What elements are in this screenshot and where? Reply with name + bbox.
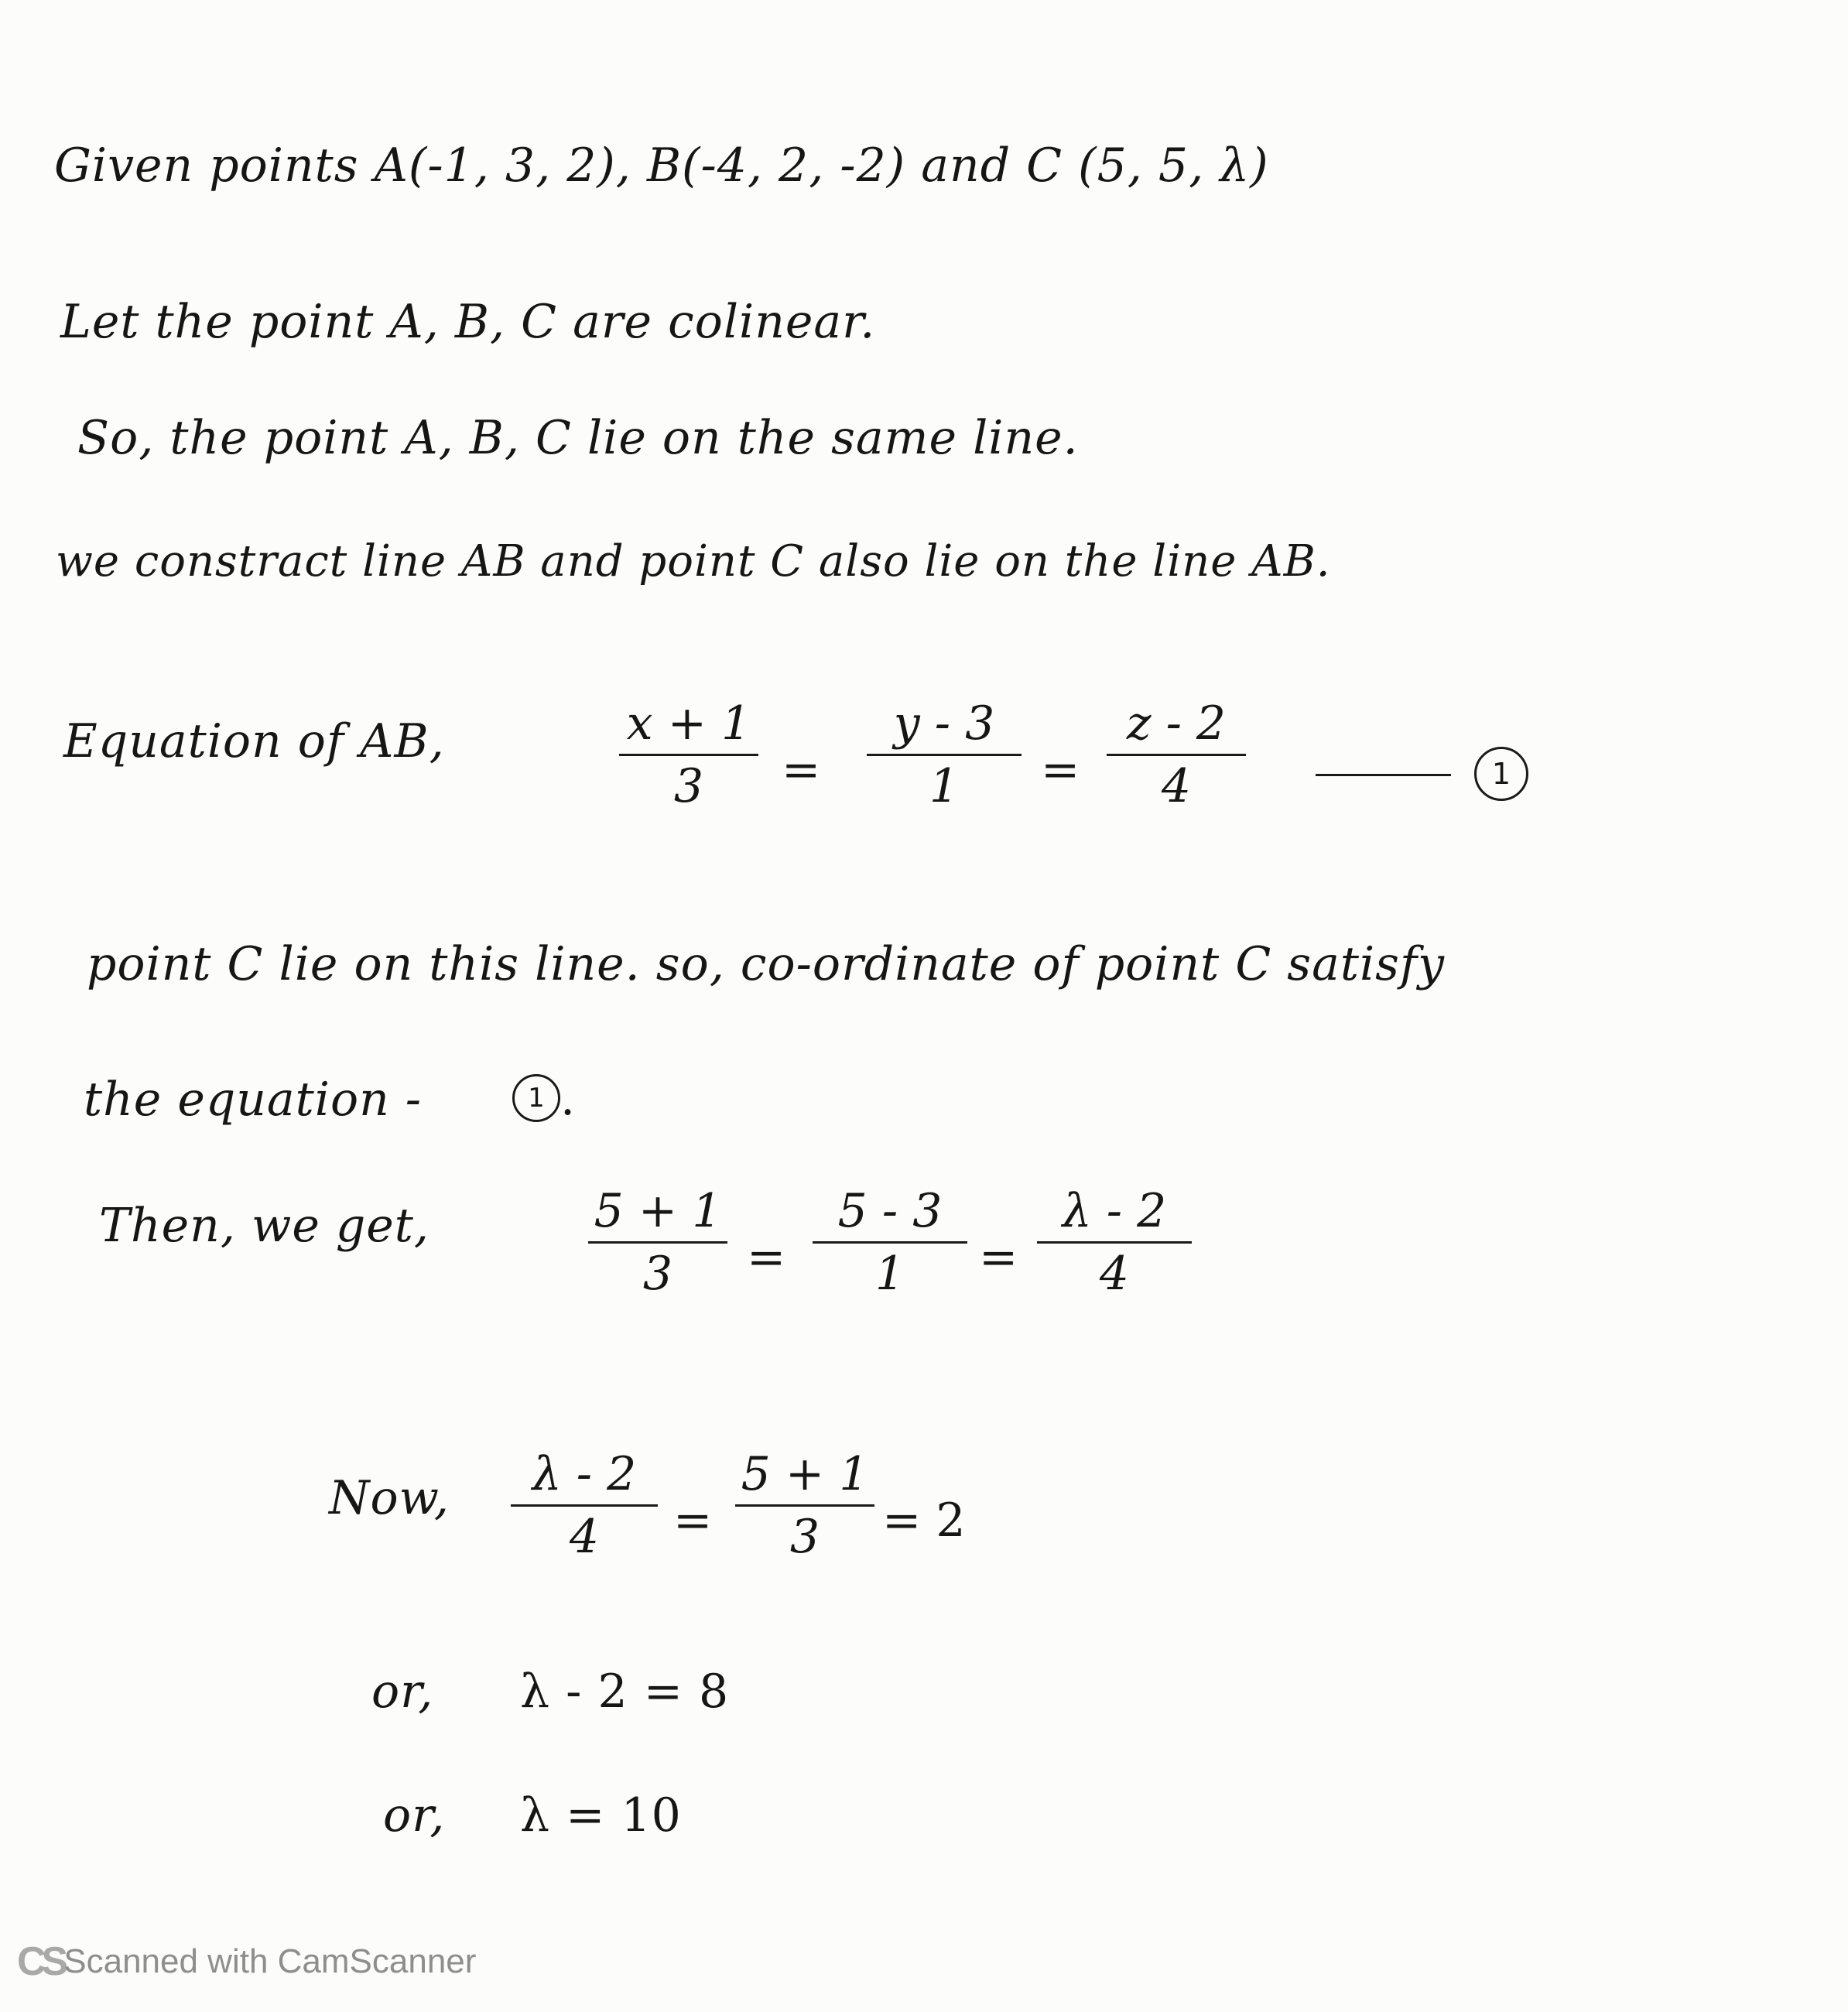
- fraction-bar: [588, 1241, 727, 1244]
- eq3-f1-numerator: λ - 2: [532, 1447, 637, 1501]
- eq1-fraction-x: [619, 696, 758, 813]
- eq2-f2-numerator: 5 - 3: [837, 1184, 943, 1238]
- eq1-f2-numerator: y - 3: [893, 696, 995, 751]
- camscanner-watermark: [17, 1927, 476, 1997]
- point-c-line: point C lie on this line. so, co-ordinate of point C satisfy: [87, 937, 1446, 991]
- equation-number-1: 1: [1474, 747, 1528, 801]
- now-label: Now,: [329, 1471, 450, 1525]
- eq2-fraction-1: [588, 1184, 727, 1301]
- construct-line: we constract line AB and point C also lie on the line AB.: [56, 536, 1331, 587]
- equals-sign: =: [747, 1230, 786, 1285]
- given-line: Given points A(-1, 3, 2), B(-4, 2, -2) and C (5, 5, λ): [54, 139, 1269, 193]
- or-label-1: or,: [371, 1665, 434, 1719]
- camscanner-logo: CS: [17, 1939, 64, 1984]
- then-line: Then, we get,: [99, 1199, 429, 1253]
- or-label-2: or,: [383, 1788, 446, 1843]
- fraction-bar: [867, 754, 1022, 756]
- eq2-f1-denominator: 3: [642, 1247, 673, 1301]
- equation-ref-inline: 1: [512, 1074, 560, 1122]
- eq3-f2-numerator: 5 + 1: [741, 1447, 869, 1501]
- equation-label: Equation of AB,: [63, 714, 445, 768]
- reference-dash: [1316, 774, 1451, 776]
- camscanner-text: Scanned with CamScanner: [63, 1942, 477, 1980]
- equals-sign: =: [673, 1494, 713, 1548]
- eq2-fraction-3: [1037, 1184, 1192, 1301]
- fraction-bar: [511, 1504, 658, 1507]
- equals-sign: =: [782, 743, 821, 797]
- eq1-f1-denominator: 3: [673, 759, 704, 813]
- or-expression-2: λ = 10: [520, 1788, 682, 1843]
- eq1-f1-numerator: x + 1: [626, 696, 751, 751]
- equals-sign: =: [979, 1230, 1018, 1285]
- fraction-bar: [1107, 754, 1246, 756]
- eq2-f3-denominator: 4: [1099, 1247, 1130, 1301]
- eq3-result: = 2: [882, 1494, 966, 1548]
- eq1-f2-denominator: 1: [929, 759, 960, 813]
- eq3-fraction-1: [511, 1447, 658, 1564]
- eq3-fraction-2: [735, 1447, 874, 1564]
- eq2-f1-numerator: 5 + 1: [594, 1184, 722, 1238]
- fraction-bar: [735, 1504, 874, 1507]
- fraction-bar: [1037, 1241, 1192, 1244]
- eq3-f1-denominator: 4: [569, 1510, 600, 1564]
- or-expression-1: λ - 2 = 8: [520, 1665, 730, 1719]
- eq2-f2-denominator: 1: [874, 1247, 905, 1301]
- eq1-f3-denominator: 4: [1161, 759, 1192, 813]
- eq2-f3-numerator: λ - 2: [1062, 1184, 1167, 1238]
- eq3-f2-denominator: 3: [789, 1510, 820, 1564]
- same-line-line: So, the point A, B, C lie on the same line.: [77, 411, 1079, 465]
- equals-sign: =: [1041, 743, 1080, 797]
- eq1-fraction-y: [867, 696, 1022, 813]
- eq2-fraction-2: [813, 1184, 967, 1301]
- the-equation-line: the equation -: [84, 1073, 423, 1127]
- fraction-bar: [813, 1241, 967, 1244]
- fraction-bar: [619, 754, 758, 756]
- let-line: Let the point A, B, C are colinear.: [60, 295, 876, 349]
- period: .: [560, 1072, 576, 1126]
- eq1-fraction-z: [1107, 696, 1246, 813]
- eq1-f3-numerator: z - 2: [1126, 696, 1227, 751]
